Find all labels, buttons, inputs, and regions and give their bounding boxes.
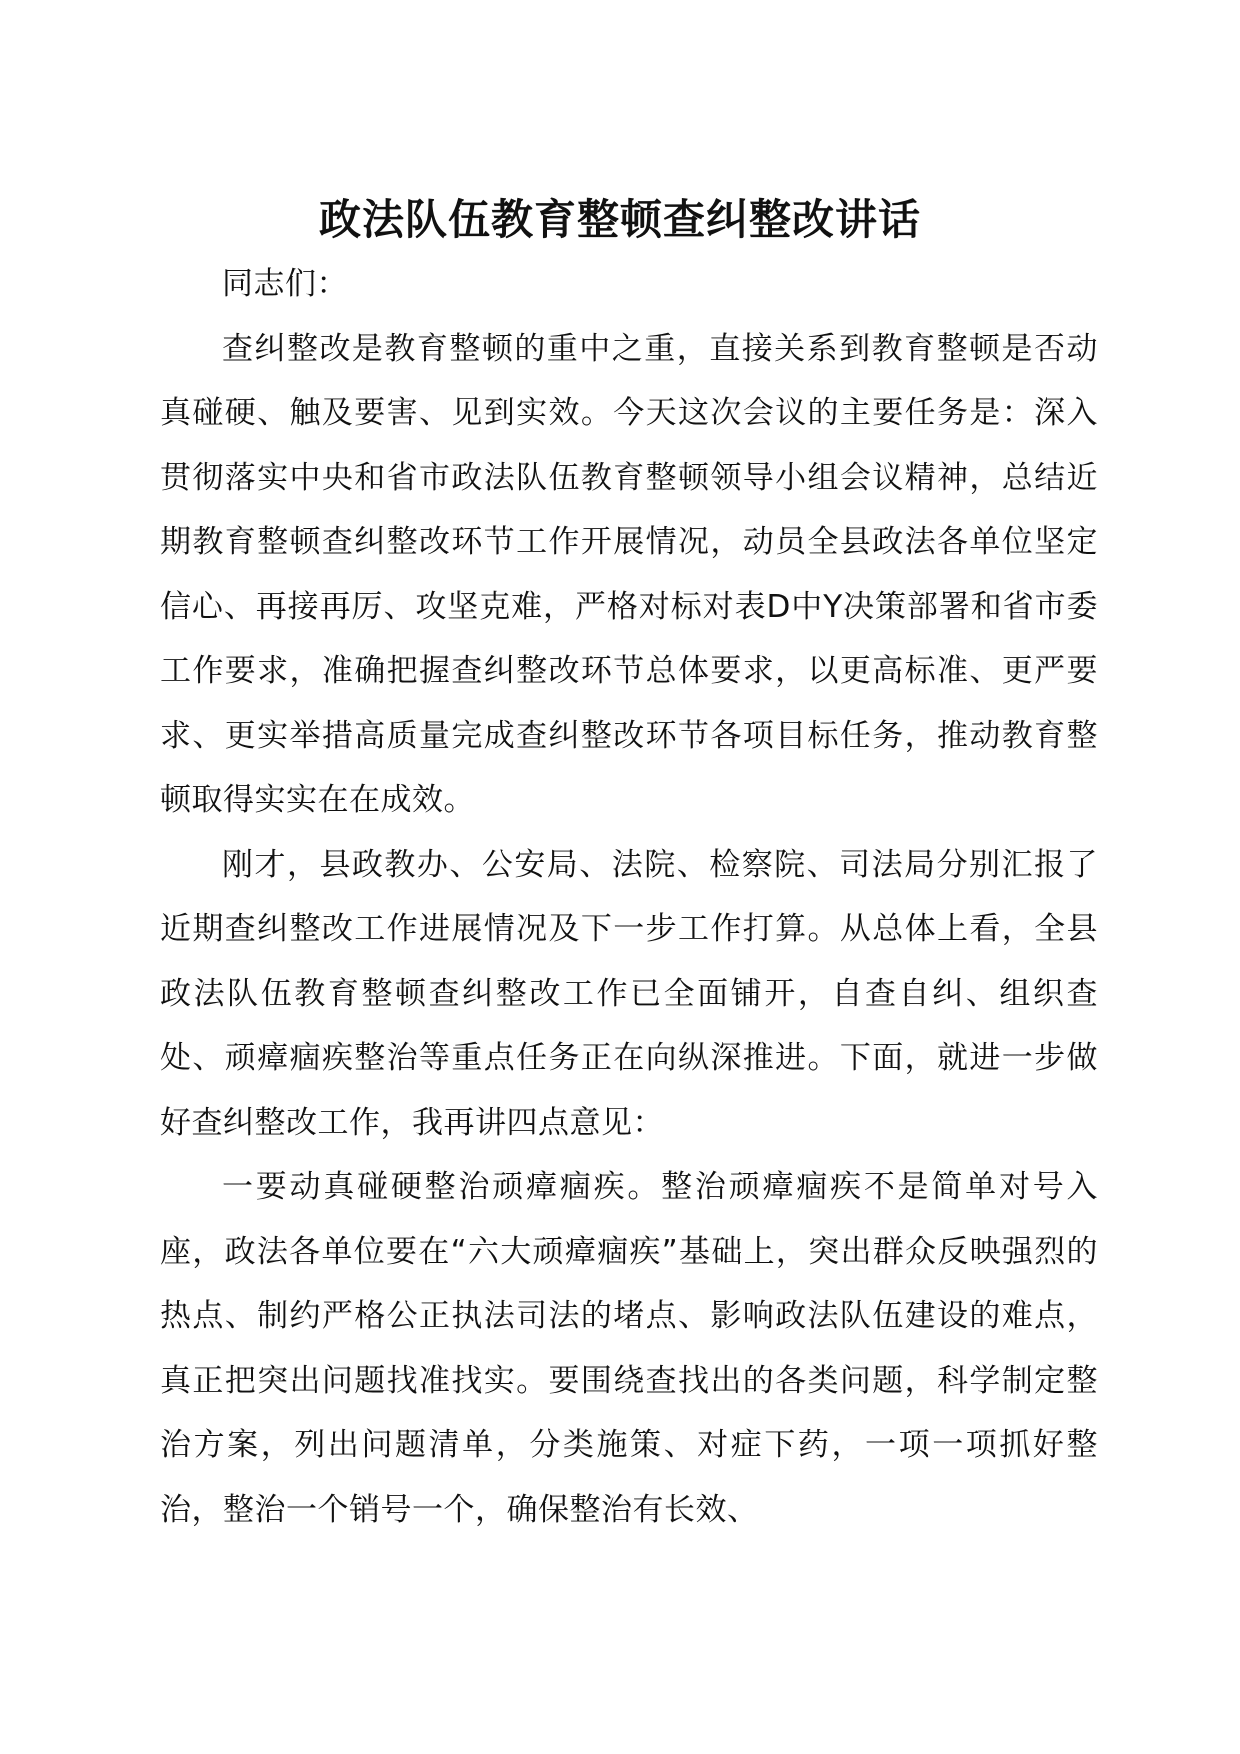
document-body [160,252,1098,1542]
paragraph-2: 刚才，县政教办、公安局、法院、检察院、司法局分别汇报了近期查纠整改工作进展情况及下一步工作打算。从总体上看，全县政法队伍教育整顿查纠整改工作已全面铺开，自查自纠、组织查处、顽瘴痼疾整治等重点任务正在向纵深推进。下面，就进一步做好查纠整改工作，我再讲四点意见： [160,846,1098,1141]
paragraph-3: 一要动真碰硬整治顽瘴痼疾。整治顽瘴痼疾不是简单对号入座，政法各单位要在“六大顽瘴痼疾”基础上，突出群众反映强烈的热点、制约严格公正执法司法的堵点、影响政法队伍建设的难点，真正把突出问题找准找实。要围绕查找出的各类问题，科学制定整治方案，列出问题清单，分类施策、对症下药，一项一项抓好整治，整治一个销号一个，确保整治有长效、 [160,1169,1098,1528]
salutation: 同志们： [222,266,348,302]
document-title: 政法队伍教育整顿查纠整改讲话 [318,195,921,244]
paragraph-1: 查纠整改是教育整顿的重中之重，直接关系到教育整顿是否动真碰硬、触及要害、见到实效。今天这次会议的主要任务是：深入贯彻落实中央和省市政法队伍教育整顿领导小组会议精神，总结近期教育整顿查纠整改环节工作开展情况，动员全县政法各单位坚定信心、再接再厉、攻坚克难，严格对标对表D中Y决策部署和省市委工作要求，准确把握查纠整改环节总体要求，以更高标准、更严要求、更实举措高质量完成查纠整改环节各项目标任务，推动教育整顿取得实实在在成效。 [160,330,1098,818]
